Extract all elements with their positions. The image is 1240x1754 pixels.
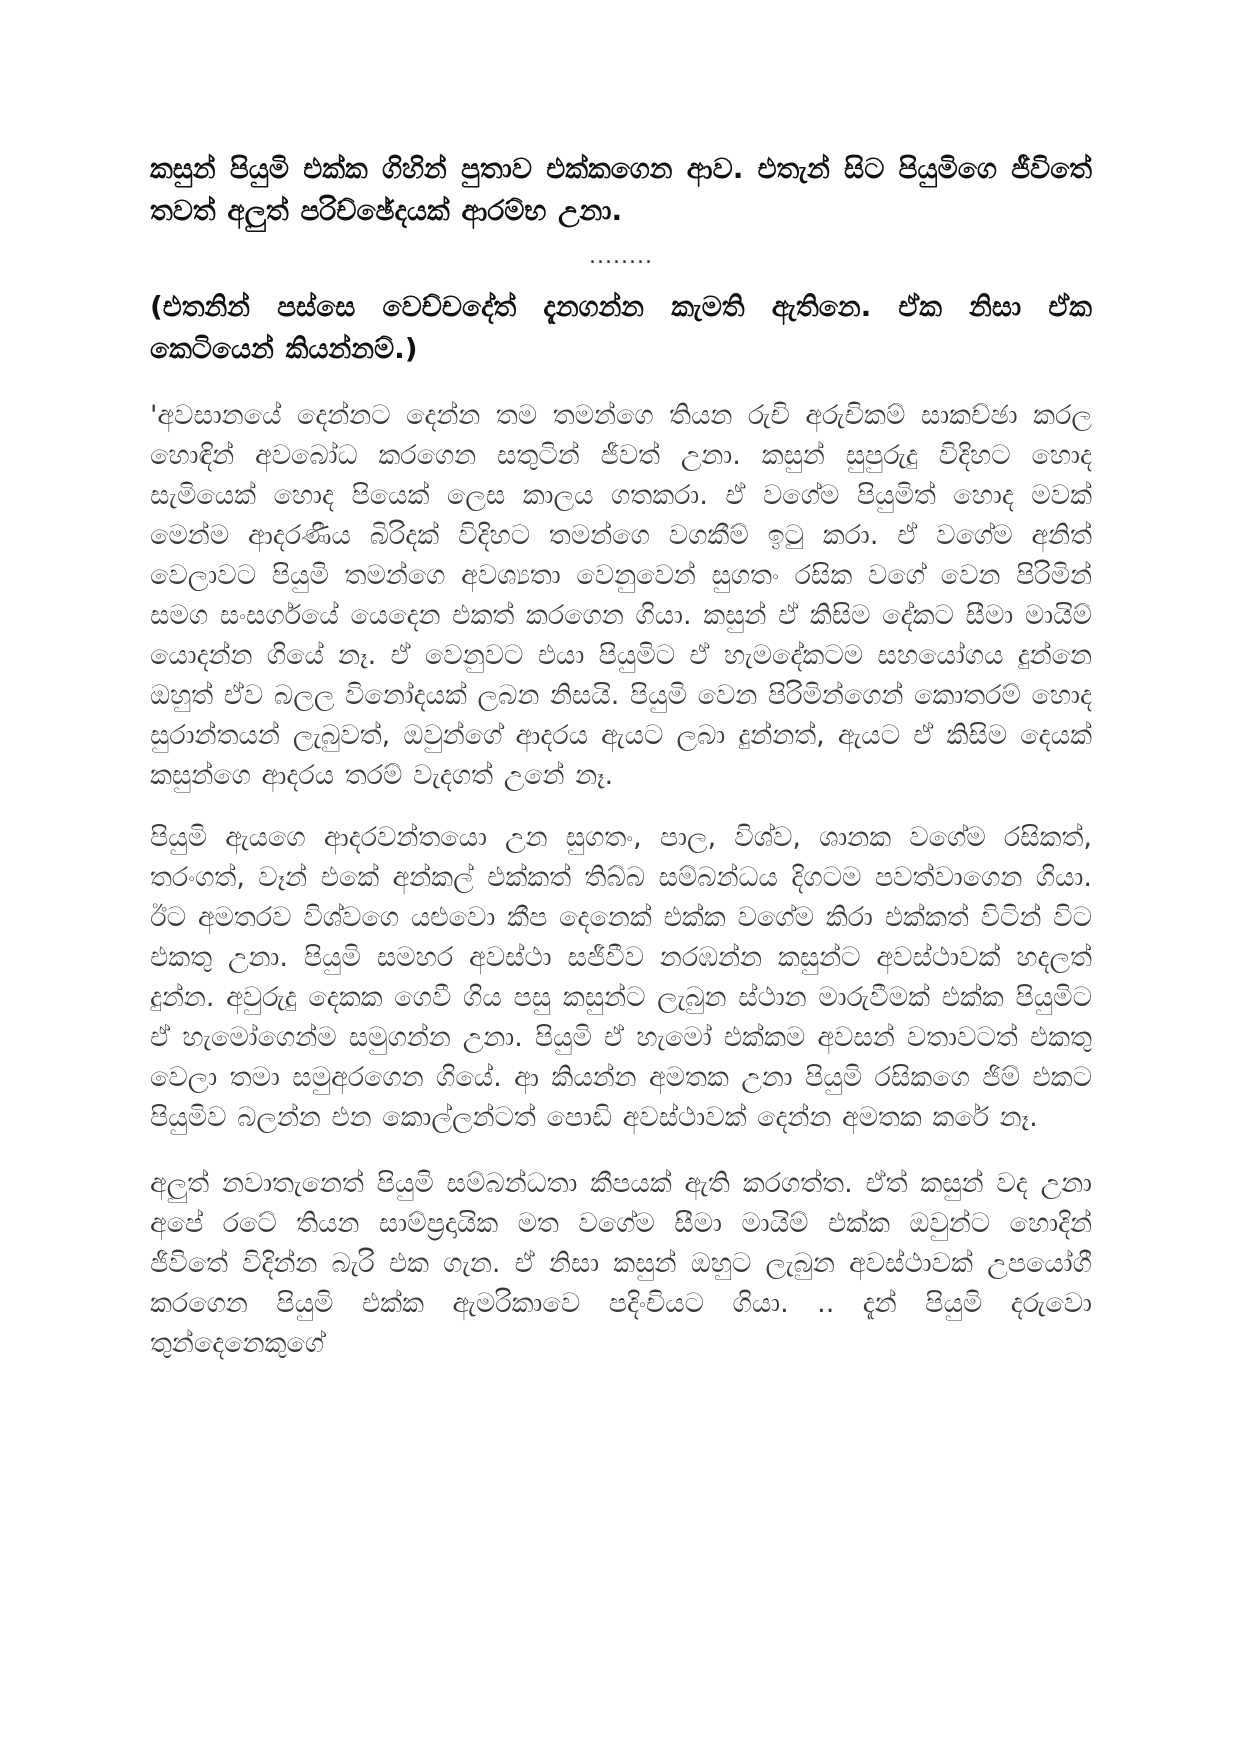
document-body — [150, 148, 1092, 1364]
intro-paragraph: කසුන් පියුමි එක්ක ගිහින් පුතාව එක්කගෙන ආව. එතැන් සිට පියුමිගෙ ජීවිතේ තවත් අලුත් පරිච්ඡේදයක් ආරම්භ උනා. — [150, 152, 1092, 227]
body-paragraph-1: 'අවසානයේ දෙන්නට දෙන්න තම තමන්ගෙ තියන රුචි අරුචිකම් සාකච්ඡා කරල හොඳින් අවබෝධ කරගෙන සතුටින් ජීවත් උනා. කසුන් සුපුරුදු විදිහට හොද සැමියෙක් හොද පියෙක් ලෙස කාලය ගතකරා. ඒ වගේම පියුමිත් හොද මවක් මෙන්ම ආදරණීය බිරිදක් විදිහට තමන්ගෙ වගකීම් ඉටු කරා. ඒ වගේම අනිත් වෙලාවට පියුමි තමන්ගෙ අවශ්‍යතා වෙනුවෙන් සුගතං රසික වගේ වෙන පිරිමින් සමග සංසර්ගයේ යෙදෙන එකත් කරගෙන ගියා. කසුන් ඒ කිසිම දේකට සීමා මායිම් යොදන්න ගියේ නෑ. ඒ වෙනුවට එයා පියුමිට ඒ හැමදේකටම සහයෝගය දුන්නෙ ඔහුත් ඒව බලල විනෝදයක් ලබන නිසයි. පියුමි වෙන පිරිමින්ගෙන් කොතරම් හොද සුරාන්තයන් ලැබුවත්, ඔවුන්ගේ ආදරය ඇයට ලබා දුන්නත්, ඇයට ඒ කිසිම දෙයක් කසුන්ගෙ ආදරය තරම් වැදගත් උනේ නෑ. — [150, 400, 1092, 791]
body-paragraph-2: පියුමි ඇයගෙ ආදරවන්තයො උන සුගතං, පාල, විශ්ව, ශානක වගේම රසිකත්, තරංගත්, වෑන් එකේ අන්කල් එක්කත් තිබ්බ සම්බන්ධය දිගටම පවත්වාගෙන ගියා. ඊට අමතරව විශ්වගෙ යළුවො කීප දෙනෙක් එක්ක වගේම කිරා එක්කත් විටින් විට එකතු උනා. පියුමි සමහර අවස්ථා සජීවීව නරඹන්න කසුන්ට අවස්ථාවක් හදලත් දුන්න. අවුරුදු දෙකක ගෙවී ගිය පසු කසුන්ට ලැබුන ස්ථාන මාරුවීමක් එක්ක පියුමිට ඒ හැමෝගෙන්ම සමුගන්න උනා. පියුමි ඒ හැමෝ එක්කම අවසන් වතාවටත් එකතු වෙලා තමා සමුඅරගෙන ගියේ. ආ කියන්න අමතක උනා පියුමි රසිකගෙ ජිම් එකට පියුමිව බලන්න එන කොල්ලන්ටත් පොඩි අවස්ථාවක් දෙන්න අමතක කරේ නෑ. — [150, 822, 1092, 1133]
body-paragraph-3: අලුත් නවාතැනෙත් පියුමි සම්බන්ධතා කීපයක් ඇති කරගත්ත. ඒත් කසුන් වද උනා අපේ රටේ තියන සාම්ප්‍රදායික මත වගේම සීමා මායිම් එක්ක ඔවුන්ට හොදින් ජීවිතේ විදින්න බැරි එක ගැන. ඒ නිසා කසුන් ඔහුට ලැබුන අවස්ථාවක් උපයෝගී කරගෙන පියුමි එක්ක ඇමරිකාවෙ පදිංචියට ගියා. .. දැන් පියුමි දරුවො තුන්දෙනෙකුගේ — [150, 1168, 1092, 1359]
section-separator: ........ — [589, 244, 653, 269]
author-note-paragraph: (එතනින් පස්සෙ වෙච්චදේත් දැනගන්න කැමති ඇතිනෙ. ඒක නිසා ඒක කෙටියෙන් කියන්නම්.) — [150, 290, 1092, 365]
